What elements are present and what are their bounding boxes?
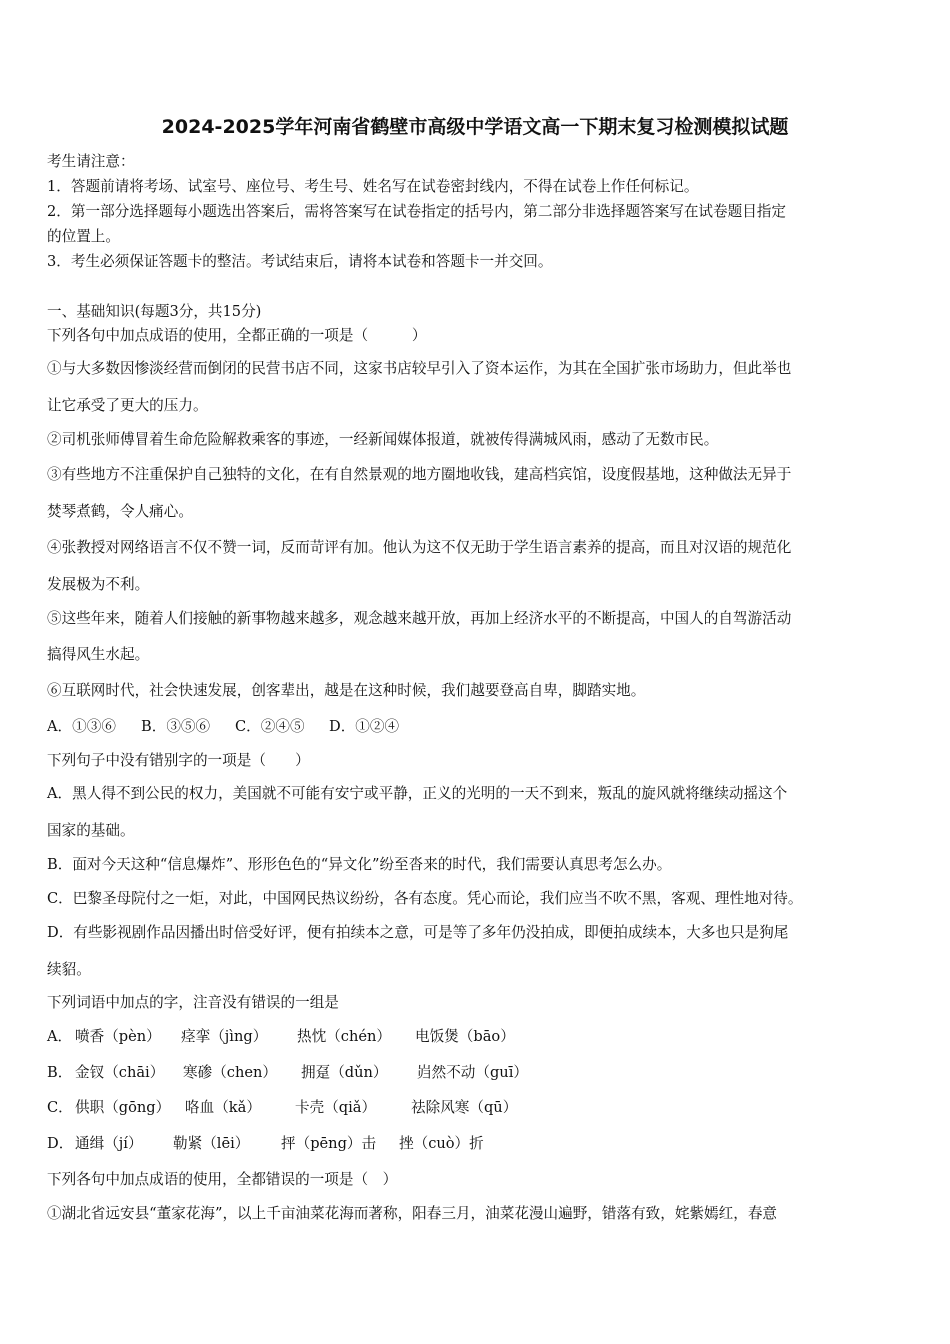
question-4-stem: 下列各句中加点成语的使用，全都错误的一项是（ ）: [47, 1171, 398, 1188]
notice-item: 2．第一部分选择题每小题选出答案后，需将答案写在试卷指定的括号内，第二部分非选择题答案写在试卷题目指定: [47, 203, 786, 220]
option-b[interactable]: B．③⑤⑥: [141, 718, 211, 735]
question-2-option[interactable]: C．巴黎圣母院付之一炬，对此，中国网民热议纷纷，各有态度。凭心而论，我们应当不吹不黑，客观、理性地对待。: [47, 890, 803, 907]
pinyin-item: 寒碜（chen）: [183, 1064, 277, 1081]
question-2-option[interactable]: B．面对今天这种“信息爆炸”、形形色色的“异文化”纷至沓来的时代，我们需要认真思考怎么办。: [47, 856, 672, 873]
pinyin-item: 勒紧（lēi）: [173, 1135, 250, 1152]
question-1-sentence: ④张教授对网络语言不仅不赞一词，反而苛评有加。他认为这不仅无助于学生语言素养的提高，而且对汉语的规范化: [47, 539, 792, 556]
question-1-sentence: ①与大多数因惨淡经营而倒闭的民营书店不同，这家书店较早引入了资本运作，为其在全国扩张市场助力，但此举也: [47, 360, 792, 377]
question-1-sentence: ⑥互联网时代，社会快速发展，创客辈出，越是在这种时候，我们越要登高自卑，脚踏实地。: [47, 682, 646, 699]
exam-title: 2024-2025学年河南省鹤壁市高级中学语文高一下期末复习检测模拟试题: [161, 116, 789, 138]
question-1-sentence: 搞得风生水起。: [47, 646, 150, 663]
pinyin-item: 咯血（kǎ）: [185, 1099, 261, 1116]
question-1-sentence: 焚琴煮鹤，令人痛心。: [47, 503, 193, 520]
pinyin-item: 热忱（chén）: [297, 1028, 391, 1045]
question-3-option-a[interactable]: [47, 1027, 905, 1047]
question-1-sentence: ②司机张师傅冒着生命危险解救乘客的事迹，一经新闻媒体报道，就被传得满城风雨，感动了无数市民。: [47, 431, 719, 448]
pinyin-item: 挫（cuò）折: [399, 1135, 484, 1152]
option-letter: A．: [47, 1028, 73, 1045]
question-2-option[interactable]: 国家的基础。: [47, 822, 135, 839]
pinyin-item: 抨（pēng）击: [281, 1135, 377, 1152]
question-3-option-b[interactable]: [47, 1063, 905, 1083]
pinyin-item: 卡壳（qiǎ）: [295, 1099, 377, 1116]
option-letter: C．: [47, 1099, 73, 1116]
question-1-options: [47, 717, 905, 737]
notice-heading: 考生请注意：: [47, 153, 135, 170]
pinyin-item: 祛除风寒（qū）: [411, 1099, 518, 1116]
pinyin-item: 拥趸（dǔn）: [301, 1064, 388, 1081]
notice-item: 3．考生必须保证答题卡的整洁。考试结束后，请将本试卷和答题卡一并交回。: [47, 253, 553, 270]
question-3-option-d[interactable]: [47, 1134, 905, 1154]
question-1-sentence: 让它承受了更大的压力。: [47, 397, 208, 414]
question-3-option-c[interactable]: [47, 1098, 905, 1118]
question-2-stem: 下列句子中没有错别字的一项是（ ）: [47, 752, 310, 769]
pinyin-item: 电饭煲（bāo）: [415, 1028, 515, 1045]
pinyin-item: 岿然不动（guī）: [417, 1064, 528, 1081]
option-a[interactable]: A．①③⑥: [47, 718, 116, 735]
notice-item: 的位置上。: [47, 228, 120, 245]
question-2-option[interactable]: D．有些影视剧作品因播出时倍受好评，便有拍续本之意，可是等了多年仍没拍成，即便拍成续本，大多也只是狗尾: [47, 924, 789, 941]
question-1-sentence: ③有些地方不注重保护自己独特的文化，在有自然景观的地方圈地收钱，建高档宾馆，设度假基地，这种做法无异于: [47, 466, 792, 483]
question-2-option[interactable]: A．黑人得不到公民的权力，美国就不可能有安宁或平静，正义的光明的一天不到来，叛乱的旋风就将继续动摇这个: [47, 785, 788, 802]
question-3-stem: 下列词语中加点的字，注音没有错误的一组是: [47, 994, 339, 1011]
pinyin-item: 通缉（jí）: [75, 1135, 143, 1152]
question-1-sentence: 发展极为不利。: [47, 576, 150, 593]
pinyin-item: 痉挛（jìng）: [181, 1028, 268, 1045]
option-c[interactable]: C．②④⑤: [235, 718, 305, 735]
question-2-option[interactable]: 续貂。: [47, 961, 91, 978]
question-4-sentence: ①湖北省远安县“董家花海”，以上千亩油菜花海而著称，阳春三月，油菜花漫山遍野，错落有致，姹紫嫣红，春意: [47, 1205, 778, 1222]
question-1-sentence: ⑤这些年来，随着人们接触的新事物越来越多，观念越来越开放，再加上经济水平的不断提高，中国人的自驾游活动: [47, 610, 792, 627]
pinyin-item: 喷香（pèn）: [75, 1028, 161, 1045]
question-1-stem: 下列各句中加点成语的使用，全都正确的一项是（ ）: [47, 327, 427, 344]
section-heading: 一、基础知识(每题3分，共15分): [47, 303, 262, 320]
option-d[interactable]: D．①②④: [329, 718, 400, 735]
notice-item: 1．答题前请将考场、试室号、座位号、考生号、姓名写在试卷密封线内，不得在试卷上作任何标记。: [47, 178, 699, 195]
pinyin-item: 供职（gōng）: [75, 1099, 171, 1116]
pinyin-item: 金钗（chāi）: [75, 1064, 165, 1081]
option-letter: D．: [47, 1135, 74, 1152]
option-letter: B．: [47, 1064, 73, 1081]
